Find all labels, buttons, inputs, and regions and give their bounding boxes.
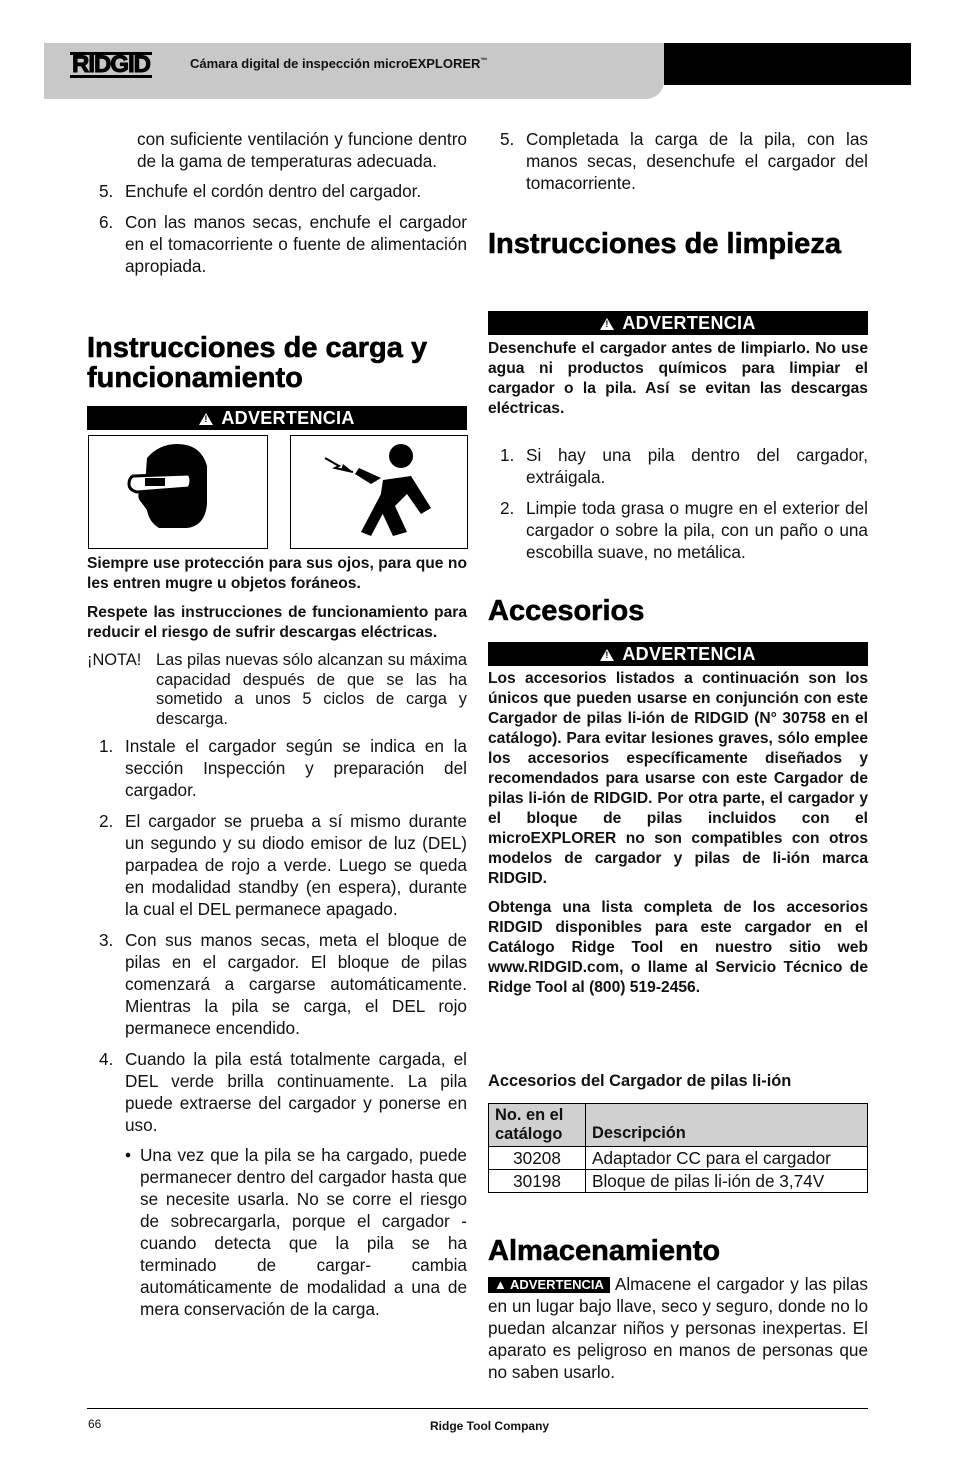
charging-steps (87, 735, 467, 1136)
table-row (489, 1147, 868, 1170)
list-item: 1. Si hay una pila dentro del cargador, extráigala. (500, 445, 868, 487)
table-row (489, 1170, 868, 1193)
left-column (87, 128, 467, 277)
list-item: 5. Completada la carga de la pila, con las manos secas, desenchufe el cargador del tomacorriente. (500, 129, 868, 193)
cleaning-steps (488, 444, 868, 563)
warning-bar: !ADVERTENCIA (488, 311, 868, 335)
header-black-block (664, 43, 911, 85)
warning-text: Siempre use protección para sus ojos, para que no les entren mugre u objetos foráneos. (87, 555, 467, 592)
page-number: 66 (88, 1417, 102, 1431)
cleaning-block (488, 339, 868, 563)
header-title: Cámara digital de inspección microEXPLORER™ (190, 56, 488, 71)
warning-triangle-icon (199, 413, 213, 425)
warning-bar: !ADVERTENCIA (488, 642, 868, 666)
warning-bar: !ADVERTENCIA (87, 406, 467, 430)
accessories-table (488, 1103, 868, 1193)
section-heading-charging: Instrucciones de carga y funcionamiento (87, 332, 428, 394)
table-title: Accesorios del Cargador de pilas li-ión (488, 1072, 792, 1090)
note-text: Las pilas nuevas sólo alcanzan su máxima capacidad después de que se las ha sometido a unos 5 ciclos de carga y descarga. (156, 651, 467, 728)
ridgid-logo: RIDGID (72, 51, 150, 78)
table-header: Descripción (586, 1104, 868, 1147)
warning-triangle-icon (600, 649, 614, 661)
inline-warning-badge: ▲ ADVERTENCIA (488, 1277, 610, 1293)
footer-company: Ridge Tool Company (430, 1419, 550, 1433)
section-heading-accessories: Accesorios (488, 595, 645, 627)
list-item: 4. Cuando la pila está totalmente cargada, el DEL verde brilla continuamente. La pila puede extraerse del cargador y ponerse en uso. (99, 1049, 467, 1135)
table-header: No. en el catálogo (489, 1104, 586, 1147)
list-item: 5. Enchufe el cordón dentro del cargador. (99, 181, 422, 201)
note (87, 651, 467, 729)
table-cell: 30208 (489, 1147, 586, 1170)
footer-rule (87, 1408, 868, 1409)
list-item: 6. Con las manos secas, enchufe el cargador en el tomacorriente o fuente de alimentación apropiada. (99, 212, 467, 276)
storage-text: ▲ ADVERTENCIA Almacene el cargador y las pilas en un lugar bajo llave, seco y seguro, donde no lo puedan alcanzar niños y personas inexpertas. El aparato es peligroso en manos de personas que no saben usarlo. (488, 1274, 868, 1382)
list-item: 2. El cargador se prueba a sí mismo durante un segundo y su diodo emisor de luz (DEL) parpadea de rojo a verde. Luego se queda en modalidad standby (en espera), durante la cual el DEL permanece apagado. (99, 811, 467, 919)
note-label: ¡NOTA! (87, 651, 142, 669)
eye-protection-icon (88, 435, 268, 549)
continued-text: con suficiente ventilación y funcione dentro de la gama de temperaturas adecuada. (137, 129, 467, 171)
electric-shock-icon (290, 435, 468, 549)
list-item: 3. Con sus manos secas, meta el bloque de pilas en el cargador. El bloque de pilas comenzará a cargarse automáticamente. Mientras la pila se carga, el DEL rojo permanece encendido. (99, 930, 467, 1038)
warning-text: Obtenga una lista completa de los accesorios RIDGID disponibles para este cargador en el Catálogo Ridge Tool en nuestro sitio web www.RIDGID.com, o llame al Servicio Técnico de Ridge Tool al (800) 519-2456. (488, 899, 868, 996)
table-cell: 30198 (489, 1170, 586, 1193)
accessories-block (488, 669, 868, 998)
warning-text: Respete las instrucciones de funcionamiento para reducir el riesgo de sufrir descargas eléctricas. (87, 604, 467, 641)
table-header-row (489, 1104, 868, 1147)
bullet-item: • Una vez que la pila se ha cargado, puede permanecer dentro del cargador hasta que se necesite usarla. No se corre el riesgo de sobrecargarla, porque el cargador -cuando detecta que la pila se ha terminado de cargar- cambia automáticamente de modalidad a una de mera conservación de la carga. (125, 1145, 467, 1319)
section-heading-storage: Almacenamiento (488, 1235, 721, 1267)
warning-text: Desenchufe el cargador antes de limpiarlo. No use agua ni productos químicos para limpiar el cargador o la pila. Así se evitan las descargas eléctricas. (488, 340, 868, 417)
table-cell: Bloque de pilas li-ión de 3,74V (586, 1170, 868, 1193)
list-item: 2. Limpie toda grasa o mugre en el exterior del cargador o sobre la pila, con un paño o una escobilla suave, no metálica. (500, 498, 868, 562)
warning-triangle-icon (600, 318, 614, 330)
list-item: 1. Instale el cargador según se indica en la sección Inspección y preparación del cargador. (99, 736, 467, 800)
table-cell: Adaptador CC para el cargador (586, 1147, 868, 1170)
right-column (488, 128, 868, 194)
warning-text: Los accesorios listados a continuación son los únicos que pueden usarse en conjunción con este Cargador de pilas li-ión de RIDGID (N° 30758 en el catálogo). Para evitar lesiones graves, sólo emplee los accesorios específicamente diseñados y recomendados para usarse con este Cargador de pilas li-ión de RIDGID. Por otra parte, el cargador y el bloque de pilas incluidos con el microEXPLORER no son compatibles con otros modelos de cargador y pilas de li-ión marca RIDGID. (488, 670, 868, 887)
section-heading-cleaning: Instrucciones de limpieza (488, 228, 841, 260)
left-warning-block (87, 554, 467, 1320)
